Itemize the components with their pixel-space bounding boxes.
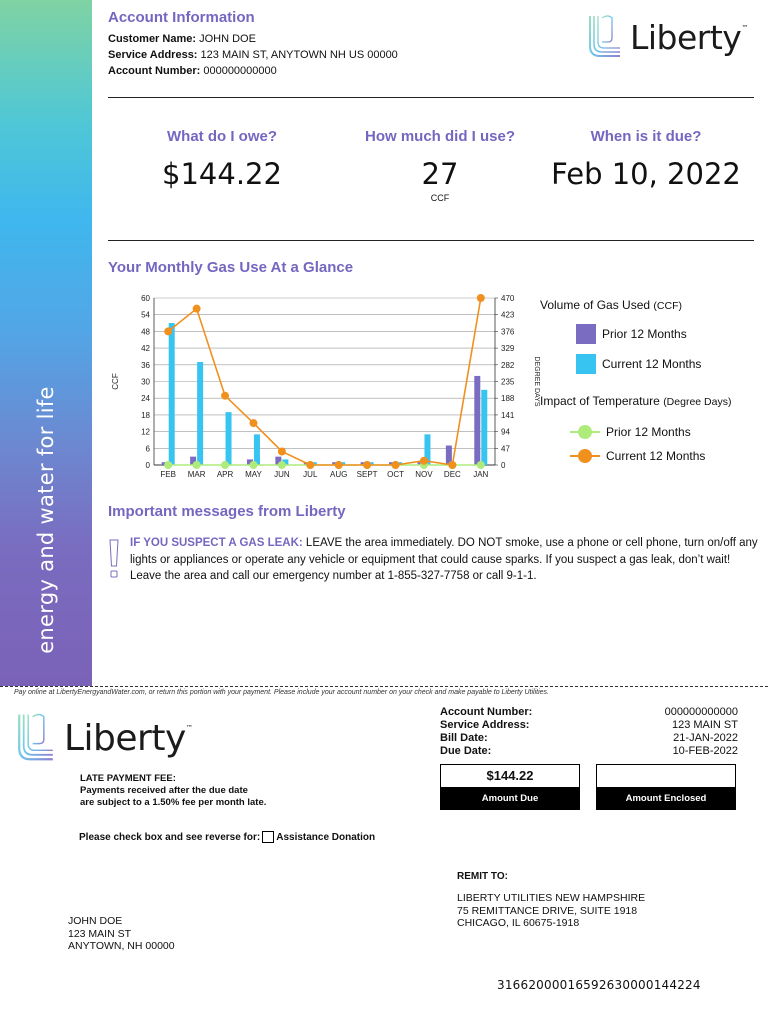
x-tick-label: SEPT <box>356 470 378 479</box>
chart-title: Your Monthly Gas Use At a Glance <box>108 259 354 276</box>
gas-leak-message-body: LEAVE the area immediately. DO NOT smoke, use a phone or cell phone, turn on/off any lights or appliances or operate any vehicle or equipment that could cause sparks. If you suspect a gas leak, don’t wait! Leave the area and call our emergency number at 1-855-327-7758 or call 9-1-1. <box>130 537 758 582</box>
late-fee-notice <box>80 773 266 809</box>
brand-tagline: energy and water for life <box>34 386 58 654</box>
current-degree-days-point <box>477 294 485 302</box>
liberty-logo-mark-icon <box>584 12 626 62</box>
liberty-logo-mark-icon <box>12 710 60 766</box>
due-date-label: When is it due? <box>590 128 702 145</box>
assistance-donation-option <box>79 831 375 843</box>
current-degree-days-point <box>420 457 428 465</box>
legend-temperature-unit: (Degree Days) <box>663 396 732 408</box>
service-address-label: Service Address: <box>108 49 198 61</box>
legend-volume-heading <box>540 298 682 312</box>
tear-off-line <box>0 686 768 687</box>
y2-tick-label: 423 <box>501 310 515 320</box>
remittance-row-label: Account Number: <box>440 706 533 718</box>
trademark-icon: ™ <box>185 723 193 732</box>
customer-name-line <box>108 31 398 47</box>
legend-prior-line-label: Prior 12 Months <box>606 425 691 439</box>
current-degree-days-point <box>221 392 229 400</box>
legend-current-bar <box>540 354 701 374</box>
legend-temperature-heading-text: Impact of Temperature <box>540 394 660 408</box>
amount-owed-label: What do I owe? <box>167 128 277 145</box>
legend-prior-bar-label: Prior 12 Months <box>602 327 687 341</box>
x-tick-label: APR <box>216 470 234 479</box>
donation-label: Assistance Donation <box>276 831 376 843</box>
due-date-value: Feb 10, 2022 <box>551 157 741 191</box>
y-tick-label: 0 <box>145 461 150 470</box>
x-tick-label: JUN <box>274 470 290 479</box>
customer-name-value: JOHN DOE <box>199 33 256 45</box>
remit-address-line: CHICAGO, IL 60675-1918 <box>457 917 580 929</box>
amount-owed-summary <box>122 128 322 191</box>
remittance-row <box>440 732 738 745</box>
gas-leak-message <box>130 535 760 585</box>
x-tick-label: AUG <box>330 470 348 479</box>
current-bar <box>226 412 232 465</box>
current-bar-swatch-icon <box>576 354 596 374</box>
x-tick-label: OCT <box>387 470 404 479</box>
prior-degree-days-point <box>477 461 485 469</box>
amount-enclosed-caption: Amount Enclosed <box>596 788 736 810</box>
gas-use-chart <box>100 286 540 486</box>
late-fee-line: Payments received after the due date <box>80 785 248 796</box>
assistance-donation-checkbox[interactable] <box>262 831 274 843</box>
prior-degree-days-point <box>164 461 172 469</box>
amount-due-value: $144.22 <box>440 764 580 788</box>
donation-prefix: Please check box and see reverse for: <box>79 831 261 843</box>
service-address-value: 123 MAIN ST, ANYTOWN NH US 00000 <box>200 49 398 61</box>
customer-mailing-address <box>68 915 175 953</box>
remit-address-line: 75 REMITTANCE DRIVE, SUITE 1918 <box>457 904 638 917</box>
current-line-swatch-icon <box>570 449 600 463</box>
y2-tick-label: 0 <box>501 461 506 470</box>
remittance-row-value: 21-JAN-2022 <box>673 732 738 744</box>
alert-exclamation-icon <box>107 538 121 580</box>
prior-degree-days-point <box>278 461 286 469</box>
current-bar <box>254 434 260 465</box>
current-degree-days-point <box>249 419 257 427</box>
prior-degree-days-point <box>221 461 229 469</box>
current-degree-days-point <box>306 461 314 469</box>
customer-address-line: JOHN DOE <box>68 915 123 927</box>
legend-prior-bar <box>540 324 687 344</box>
liberty-wordmark-text: Liberty <box>630 17 742 57</box>
legend-prior-line <box>540 425 691 439</box>
gas-leak-message-lead: IF YOU SUSPECT A GAS LEAK: <box>130 537 303 549</box>
liberty-wordmark <box>64 718 192 759</box>
y2-tick-label: 47 <box>501 444 510 454</box>
account-info <box>108 9 398 79</box>
prior-degree-days-point <box>249 461 257 469</box>
remittance-row-value: 123 MAIN ST <box>671 719 738 731</box>
legend-current-line <box>540 449 705 463</box>
legend-volume-unit: (CCF) <box>653 300 682 312</box>
legend-temperature-heading <box>540 394 731 408</box>
y-tick-label: 24 <box>141 394 150 404</box>
y2-tick-label: 282 <box>501 360 515 370</box>
divider <box>108 240 754 241</box>
remittance-row-label: Service Address: <box>440 719 530 731</box>
late-fee-line: are subject to a 1.50% fee per month late. <box>80 797 267 808</box>
current-degree-days-point <box>363 461 371 469</box>
usage-label: How much did I use? <box>364 128 515 145</box>
x-tick-label: NOV <box>415 470 433 479</box>
y-tick-label: 36 <box>141 360 150 370</box>
prior-bar-swatch-icon <box>576 324 596 344</box>
y-tick-label: 60 <box>141 294 150 303</box>
current-degree-days-point <box>193 305 201 313</box>
account-number-label: Account Number: <box>108 65 201 77</box>
messages-title: Important messages from Liberty <box>108 503 346 520</box>
trademark-icon: ™ <box>741 23 748 32</box>
account-number-line <box>108 63 398 79</box>
x-tick-label: MAR <box>187 470 206 479</box>
y2-tick-label: 188 <box>501 394 515 404</box>
payment-scanline: 31662000016592630000144224 <box>497 978 701 992</box>
remittance-row-value: 000000000000 <box>664 706 738 718</box>
current-degree-days-point <box>278 447 286 455</box>
amount-enclosed-box <box>596 764 736 810</box>
current-degree-days-point <box>164 327 172 335</box>
x-tick-label: JUL <box>303 470 318 479</box>
service-address-line <box>108 47 398 63</box>
legend-current-bar-label: Current 12 Months <box>602 357 702 371</box>
current-bar <box>481 390 487 465</box>
liberty-logo-remittance <box>12 710 192 766</box>
payment-instructions: Pay online at LibertyEnergyandWater.com, or return this portion with your payment. Please include your account number on your check and make payable to Liberty Utilities. <box>14 689 550 696</box>
legend-volume-heading-text: Volume of Gas Used <box>540 298 651 312</box>
x-tick-label: JAN <box>473 470 489 479</box>
current-bar <box>169 323 175 465</box>
x-tick-label: MAY <box>245 470 262 479</box>
remit-to-address <box>457 892 645 930</box>
y2-tick-label: 141 <box>501 410 515 420</box>
current-degree-days-point <box>448 461 456 469</box>
remittance-row <box>440 706 738 719</box>
y2-tick-label: 329 <box>501 344 515 354</box>
account-number-value: 000000000000 <box>203 65 277 77</box>
customer-name-label: Customer Name: <box>108 33 197 45</box>
y-tick-label: 54 <box>141 310 150 320</box>
late-fee-line: LATE PAYMENT FEE: <box>80 773 176 784</box>
x-tick-label: FEB <box>160 470 176 479</box>
remittance-details <box>440 706 738 758</box>
amount-due-box <box>440 764 580 810</box>
amount-owed-value: $144.22 <box>162 157 282 191</box>
account-info-title: Account Information <box>108 9 255 26</box>
usage-value: 27 <box>421 157 459 191</box>
x-tick-label: DEC <box>443 470 461 479</box>
remit-to-label: REMIT TO: <box>457 871 508 882</box>
remittance-row-label: Bill Date: <box>440 732 488 744</box>
brand-gradient-band <box>0 0 92 686</box>
current-degree-days-point <box>392 461 400 469</box>
current-degree-days-point <box>335 461 343 469</box>
y2-tick-label: 376 <box>501 327 515 337</box>
y-tick-label: 48 <box>141 327 150 337</box>
customer-address-line: ANYTOWN, NH 00000 <box>68 940 175 952</box>
y2-tick-label: 235 <box>501 377 515 387</box>
y2-tick-label: 94 <box>501 427 510 437</box>
usage-unit: CCF <box>430 193 450 203</box>
remittance-row-label: Due Date: <box>440 745 492 757</box>
due-date-summary <box>546 128 746 191</box>
y-tick-label: 6 <box>145 444 150 454</box>
amount-enclosed-field[interactable] <box>596 764 736 788</box>
y-axis-title: CCF <box>111 373 120 390</box>
divider <box>108 97 754 98</box>
current-bar <box>197 362 203 465</box>
remittance-row <box>440 719 738 732</box>
remittance-row-value: 10-FEB-2022 <box>672 745 738 757</box>
liberty-wordmark <box>630 18 748 57</box>
y-tick-label: 42 <box>141 344 150 354</box>
liberty-wordmark-text: Liberty <box>64 717 186 759</box>
usage-summary <box>340 128 540 203</box>
remittance-row <box>440 745 738 758</box>
legend-current-line-label: Current 12 Months <box>606 449 706 463</box>
y-tick-label: 30 <box>141 377 150 387</box>
y2-axis-title: DEGREE DAYS <box>533 356 540 407</box>
y-tick-label: 18 <box>141 410 150 420</box>
y-tick-label: 12 <box>141 427 150 437</box>
prior-line-swatch-icon <box>570 425 600 439</box>
y2-tick-label: 470 <box>501 294 515 303</box>
liberty-logo <box>584 12 748 62</box>
remit-address-line: LIBERTY UTILITIES NEW HAMPSHIRE <box>457 892 646 904</box>
customer-address-line: 123 MAIN ST <box>68 927 132 940</box>
prior-bar <box>474 376 480 465</box>
amount-due-caption: Amount Due <box>440 788 580 810</box>
prior-degree-days-point <box>193 461 201 469</box>
